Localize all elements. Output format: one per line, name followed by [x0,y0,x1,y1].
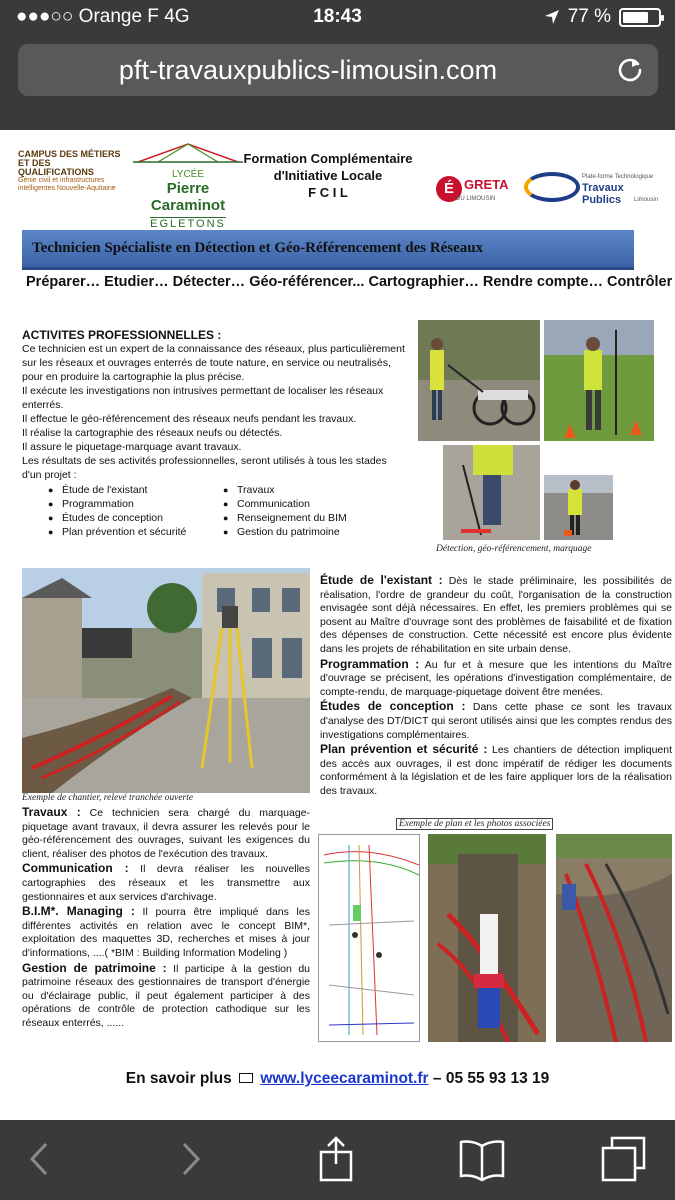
list-item: ● Communication [223,497,372,511]
stage-paragraph [320,743,672,798]
plan-photo-2 [556,834,672,1042]
battery-icon [619,8,661,27]
tp-region: Limousin [634,197,659,203]
address-bar[interactable] [18,44,658,96]
list-item: ● Travaux [223,483,372,497]
lycee-city: EGLETONS [150,218,226,230]
stage-paragraph [22,905,310,960]
list-item: ● Étude de l'existant [48,483,197,497]
photo-detection-4 [544,475,613,540]
footer-phone: – 05 55 93 13 19 [432,1070,550,1087]
bookmarks-icon[interactable] [458,1136,506,1182]
list-item: ● Gestion du patrimoine [223,525,372,539]
photo-detection-2 [544,320,654,441]
reload-icon[interactable] [616,55,644,83]
campus-title: CAMPUS DES MÉTIERS ET DES QUALIFICATIONS [18,149,121,177]
share-icon[interactable] [318,1136,354,1182]
footer-contact [0,1070,675,1088]
stage-text: Les chantiers de détection impliquent des accès aux ouvrages, il est donc impératif de rédiger les documents conformément à la législation et de les faire appliquer lors de la réalisation des travaux. [320,744,672,797]
list-item: ● Études de conception [48,511,197,525]
list-item: ● Programmation [48,497,197,511]
browser-toolbar [0,1120,675,1200]
photo-detection-1 [418,320,540,441]
fcil-line2: d'Initiative Locale [273,168,383,183]
stage-paragraph [320,700,672,742]
battery-percent: 77 % [567,6,611,27]
campus-logo [18,150,123,193]
lycee-small: LYCÉE [171,169,205,180]
caption-detection: Détection, géo-référencement, marquage [436,544,592,554]
fcil-line1: Formation Complémentaire [243,151,413,166]
activities-paragraph: Il effectue le géo-référencement des réseaux neufs pendant les travaux. [22,413,357,425]
list-item: ● Renseignement du BIM [223,511,372,525]
computer-icon [239,1073,253,1083]
title-banner [22,230,634,270]
stage-heading: Études de conception : [320,699,466,714]
caption-chantier: Exemple de chantier, relevé tranchée ouverte [22,793,194,803]
web-page [0,130,675,1120]
list-item: ● Plan prévention et sécurité [48,525,197,539]
footer-prefix: En savoir plus [125,1070,232,1087]
stages-list [22,483,407,539]
photo-chantier [22,568,310,793]
stage-text: Il devra réaliser les nouvelles cartographies des réseaux et les transmettre aux gestionnaires et aux services d'archivage. [22,863,310,903]
stages-left-column [22,806,310,1032]
activities-paragraph: Les résultats de ses activités professionnelles, seront utilisés à tous les stades d'un projet : [22,455,387,481]
plan-image [318,834,420,1042]
browser-chrome [0,0,675,130]
stage-heading: Communication : [22,861,129,876]
photo-detection-3 [443,445,540,540]
flyer-header [18,142,659,230]
stage-heading: Travaux : [22,805,81,819]
stage-text: Il participe à la gestion du patrimoine réseaux des gestionnaires de transport d'énergie ou d'éclairage public, il peut également participer à des opérations de contrôle de protection cathodique sur les réseaux enterrés, ...... [22,962,311,1029]
activities-section [22,328,407,539]
lycee-name: Pierre Caraminot [150,180,226,214]
stage-paragraph [320,658,672,700]
stage-text: Ce technicien sera chargé du marquage-piquetage avant travaux, il devra assurer les relevés pour le géo-référencement des ouvrages, suivant les exigences du client, réaliser des photos de l'exécution des travaux. [22,807,310,860]
stage-text: Il pourra être impliqué dans les différentes activités en relation avec le concept BIM*, exploitation des maquettes 3D, recherches et mises à jour d'informations, ....( *BIM : Building Information Modeling ) [22,906,310,959]
activities-paragraph: Il assure le piquetage-marquage avant travaux. [22,441,242,453]
stage-heading: Étude de l'existant : [320,573,443,587]
activities-paragraph: Il exécute les investigations non intrusives permettant de localiser les réseaux enterrés. [22,385,384,411]
stage-heading: Plan prévention et sécurité : [320,742,488,757]
tp-top: Plate-forme Technologique [582,174,654,180]
activities-paragraph: Il réalise la cartographie des réseaux neufs ou détectés. [22,427,283,439]
back-icon[interactable] [28,1136,52,1182]
verbs-line: Préparer… Etudier… Détecter… Géo-référencer... Cartographier… Rendre compte… Contrôler [26,274,673,290]
fcil-line3: F C I L [308,185,348,200]
activities-heading: ACTIVITES PROFESSIONNELLES : [22,328,222,342]
stage-text: Dans cette phase ce sont les travaux d'analyse des DT/DICT qui seront utilisés ainsi que les comptes rendus des investigations complémentaires. [320,701,672,741]
stage-paragraph [22,862,310,904]
clock: 18:43 [313,6,362,27]
tp-logo [524,168,660,212]
tp-name: Travaux Publics [582,182,624,206]
stage-paragraph [320,574,672,657]
fcil-title [228,150,428,201]
stage-heading: Programmation : [320,656,420,671]
stage-text: Au fur et à mesure que les intentions du Maître d'ouvrage se précisent, les opérations d'investigation complémentaire, de compte-rendu, de marquage-piquetage doivent être menées. [320,658,673,698]
status-right [544,6,661,28]
plan-photo-1 [428,834,546,1042]
greta-logo: É GRETA DU LIMOUSIN [416,172,524,206]
tabs-icon[interactable] [600,1136,648,1182]
campus-sub: Génie civil et infrastructures intelligentes Nouvelle-Aquitaine [18,177,116,192]
stage-heading: Gestion de patrimoine : [22,960,167,975]
url-text[interactable]: pft-travauxpublics-limousin.com [118,55,498,85]
stage-paragraph [22,806,310,861]
activities-paragraph: Ce technicien est un expert de la connaissance des réseaux, plus particulièrement sur les réseaux et ouvrages enterrés de toute nature, en service ou neutralisés, pour en produire la cartographie la plus précise. [22,343,405,383]
greta-sub: DU LIMOUSIN [456,196,496,202]
stage-paragraph [22,962,310,1031]
website-link[interactable]: www.lyceecaraminot.fr [260,1070,429,1087]
location-arrow-icon [544,9,560,25]
greta-name: GRETA [464,177,509,192]
forward-icon[interactable] [178,1136,202,1182]
carrier: ●●●○○ Orange F 4G [16,6,190,27]
stage-text: Dès le stade préliminaire, les possibilités de réalisation, l'ordre de grandeur du coût, l'organisation de la construction envisagée sont déjà nécessaires. En effet, les premiers problèmes qui se posent au Maître d'ouvrage sont des problèmes de faisabilité et de fixation des dépenses de construction. Cette nécessité est encore plus évidente dans les projets de réhabilitation en site urbain dense. [320,575,672,655]
banner-title: Technicien Spécialiste en Détection et Géo-Référencement des Réseaux [32,240,484,256]
stage-heading: B.I.M*. Managing : [22,904,135,919]
caption-plan: Exemple de plan et les photos associées [396,818,553,830]
stages-right-column [320,574,672,800]
status-bar [0,6,675,32]
